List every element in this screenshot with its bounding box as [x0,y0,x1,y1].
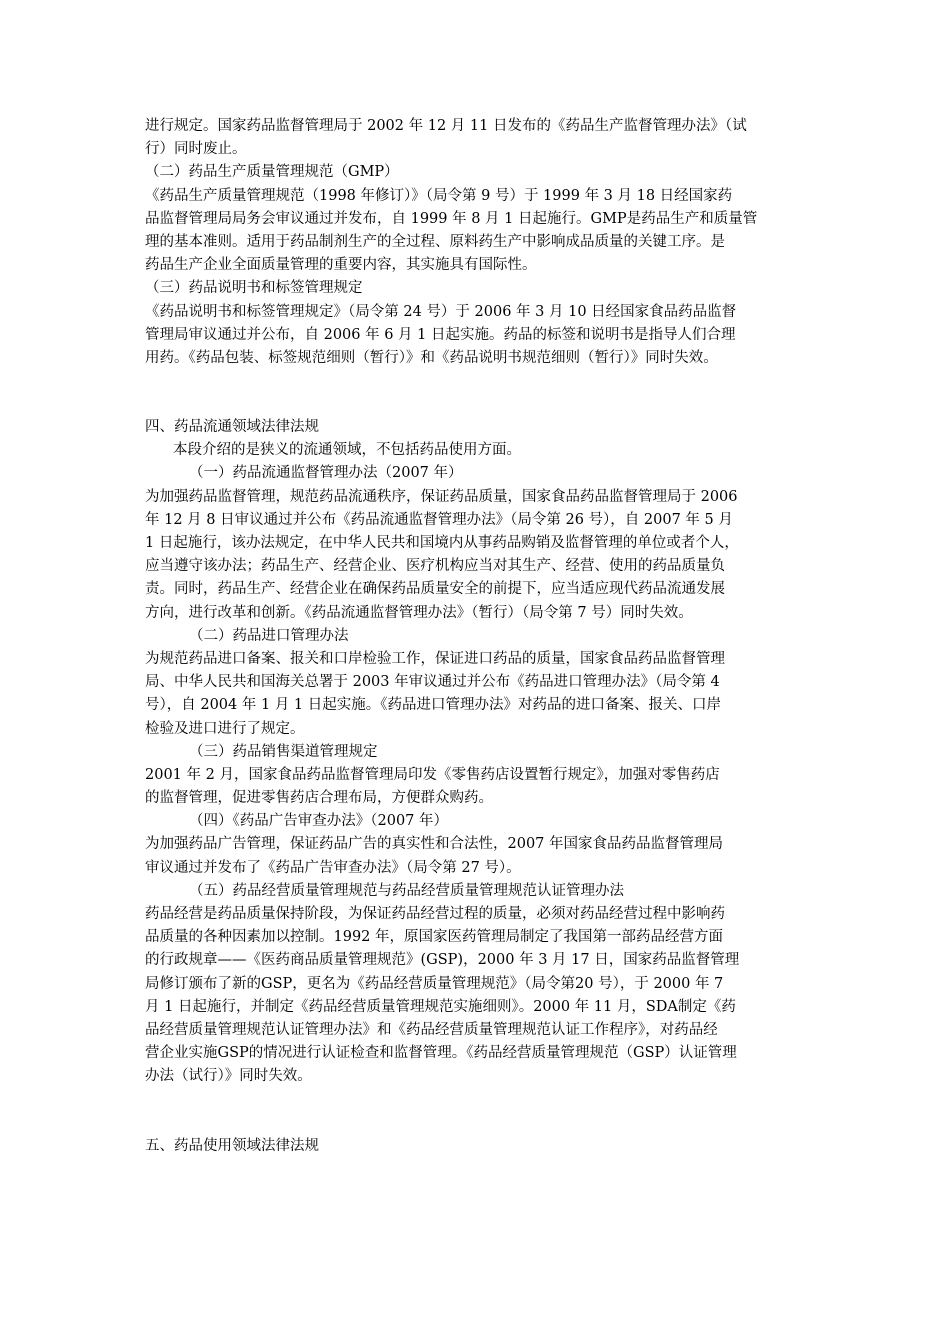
text-line: 用药。《药品包装、标签规范细则（暂行）》和《药品说明书规范细则（暂行）》同时失效。 [145,349,718,366]
subsection-4-body [145,833,815,879]
text-line: 品质量的各种因素加以控制。1992 年，原国家医药管理局制定了我国第一部药品经营方面 [145,929,724,946]
text-line: 号），自 2004 年 1 月 1 日起实施。《药品进口管理办法》对药品的进口备案、报关、口岸 [145,697,722,714]
subsection-5-body [145,903,815,1089]
text-line: 的行政规章——《医药商品质量管理规范》(GSP)，2000 年 3 月 17 日，国家药品监督管理 [145,952,740,969]
spacer [145,370,815,416]
text-line: 营企业实施GSP的情况进行认证检查和监督管理。《药品经营质量管理规范（GSP）认证管理 [145,1045,737,1062]
text-line: 理的基本准则。适用于药品制剂生产的全过程、原料药生产中影响成品质量的关键工序。是 [145,233,725,250]
text-line: 为规范药品进口备案、报关和口岸检验工作，保证进口药品的质量，国家食品药品监督管理 [145,650,725,667]
section-4-title: 四、药品流通领域法律法规 [145,419,319,436]
subsection-3-body [145,764,815,810]
document-page [145,115,815,1158]
subheading-5: （五）药品经营质量管理规范与药品经营质量管理规范认证管理办法 [189,882,624,899]
text-line: 《药品生产质量管理规范（1998 年修订）》（局令第 9 号）于 1999 年 3 月 18 日经国家药 [145,187,733,204]
text-line: 办法（试行）》同时失效。 [145,1068,312,1085]
subheading-1: （一）药品流通监督管理办法（2007 年） [189,465,463,482]
subheading-4: （四）《药品广告审查办法》（2007 年） [189,813,449,830]
text-line: 为加强药品监督管理，规范药品流通秩序，保证药品质量，国家食品药品监督管理局于 2006 [145,488,738,505]
text-line: 局、中华人民共和国海关总署于 2003 年审议通过并公布《药品进口管理办法》（局令第 4 [145,674,720,691]
subheading-labels: （三）药品说明书和标签管理规定 [145,280,363,297]
text-line: 为加强药品广告管理，保证药品广告的真实性和合法性，2007 年国家食品药品监督管理局 [145,836,724,853]
subheading-3: （三）药品销售渠道管理规定 [189,743,378,760]
subheading-gmp: （二）药品生产质量管理规范（GMP） [145,164,399,181]
text-line: 方向，进行改革和创新。《药品流通监督管理办法》（暂行）（局令第 7 号）同时失效。 [145,604,693,621]
text-line: 的监督管理，促进零售药店合理布局，方便群众购药。 [145,790,493,807]
text-line: 《药品说明书和标签管理规定》（局令第 24 号）于 2006 年 3 月 10 日经国家食品药品监督 [145,303,737,320]
text-line: 年 12 月 8 日审议通过并公布《药品流通监督管理办法》（局令第 26 号），自 2007 年 5 月 [145,511,733,528]
text-line: 品经营质量管理规范认证管理办法》和《药品经营质量管理规范认证工作程序》，对药品经 [145,1021,718,1038]
text-line: 1 日起施行，该办法规定，在中华人民共和国境内从事药品购销及监督管理的单位或者个人， [145,535,739,551]
subheading-2: （二）药品进口管理办法 [189,627,349,644]
subsection-2-body [145,648,815,741]
section-5-title: 五、药品使用领域法律法规 [145,1137,319,1154]
text-line: 进行规定。国家药品监督管理局于 2002 年 12 月 11 日发布的《药品生产监督管理办法》（试 [145,118,747,134]
text-line: 责。同时，药品生产、经营企业在确保药品质量安全的前提下，应当适应现代药品流通发展 [145,581,725,598]
spacer [145,1089,815,1135]
text-line: 管理局审议通过并公布，自 2006 年 6 月 1 日起实施。药品的标签和说明书是指导人们合理 [145,326,736,343]
subsection-1-body [145,486,815,625]
text-line: 应当遵守该办法；药品生产、经营企业、医疗机构应当对其生产、经营、使用的药品质量负 [145,558,725,575]
text-line: 2001 年 2 月，国家食品药品监督管理局印发《零售药店设置暂行规定》，加强对零售药店 [145,766,720,783]
text-line: 药品经营是药品质量保持阶段，为保证药品经营过程的质量，必须对药品经营过程中影响药 [145,906,725,922]
text-line: 检验及进口进行了规定。 [145,720,305,737]
text-line: 药品生产企业全面质量管理的重要内容，其实施具有国际性。 [145,257,537,274]
text-line: 品监督管理局局务会审议通过并发布，自 1999 年 8 月 1 日起施行。GMP是药品生产和质量管 [145,210,758,227]
paragraph-block-1 [145,115,815,370]
text-line: 行）同时废止。 [145,141,247,158]
section-4-intro: 本段介绍的是狭义的流通领域，不包括药品使用方面。 [173,442,521,459]
text-line: 月 1 日起施行，并制定《药品经营质量管理规范实施细则》。2000 年 11 月，SDA制定《药 [145,998,736,1015]
text-line: 局修订颁布了新的GSP，更名为《药品经营质量管理规范》（局令第20 号），于 2000 年 7 [145,975,724,992]
text-line: 审议通过并发布了《药品广告审查办法》（局令第 27 号）。 [145,859,521,876]
